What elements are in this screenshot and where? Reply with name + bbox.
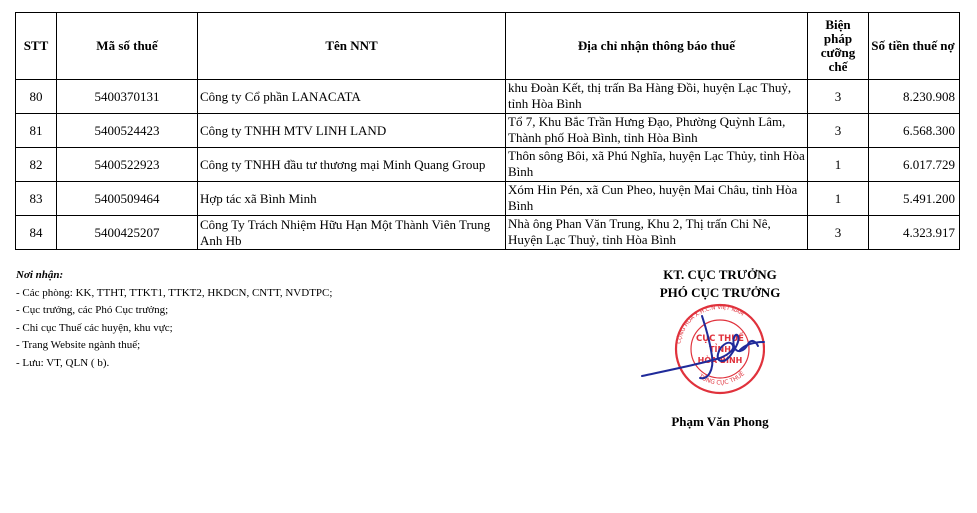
seal-center-line: HÒA BÌNH	[697, 356, 743, 365]
cell-enforcement-measure: 1	[808, 182, 869, 216]
seal-center-line: CỤC THUẾ	[696, 334, 744, 344]
cell-tax-code: 5400509464	[57, 182, 198, 216]
table-row	[16, 80, 960, 114]
table-header-row	[16, 13, 960, 80]
header-tax-code: Mã số thuế	[57, 13, 198, 80]
seal-center-line: TỈNH	[709, 345, 731, 354]
recipient-item: - Chi cục Thuế các huyện, khu vực;	[16, 321, 173, 334]
seal-ring-text: CỘNG HÒA X.H.C.N VIỆT NAM	[676, 304, 745, 345]
cell-enforcement-measure: 3	[808, 80, 869, 114]
header-measure-line: pháp	[823, 31, 853, 46]
cell-taxpayer-name: Công ty TNHH đầu tư thương mại Minh Quang Group	[198, 148, 506, 182]
table-row	[16, 216, 960, 250]
cell-stt: 84	[16, 216, 57, 250]
cell-address: Nhà ông Phan Văn Trung, Khu 2, Thị trấn Chi Nê, Huyện Lạc Thuỷ, tỉnh Hòa Bình	[506, 216, 808, 250]
cell-tax-debt-amount: 4.323.917	[869, 216, 960, 250]
signature-title-line1: KT. CỤC TRƯỞNG	[663, 267, 777, 282]
cell-taxpayer-name: Công ty TNHH MTV LINH LAND	[198, 114, 506, 148]
cell-tax-debt-amount: 6.017.729	[869, 148, 960, 182]
cell-address: khu Đoàn Kết, thị trấn Ba Hàng Đồi, huyện Lạc Thuỷ, tỉnh Hòa Bình	[506, 80, 808, 114]
cell-address: Xóm Hin Pén, xã Cun Pheo, huyện Mai Châu, tỉnh Hòa Bình	[506, 182, 808, 216]
header-measure-line: chế	[828, 59, 848, 74]
cell-enforcement-measure: 1	[808, 148, 869, 182]
cell-stt: 83	[16, 182, 57, 216]
cell-address: Tổ 7, Khu Bắc Trần Hưng Đạo, Phường Quỳnh Lâm, Thành phố Hoà Bình, tỉnh Hòa Bình	[506, 114, 808, 148]
cell-tax-debt-amount: 6.568.300	[869, 114, 960, 148]
cell-tax-debt-amount: 8.230.908	[869, 80, 960, 114]
tax-debt-table	[15, 12, 960, 250]
header-taxpayer-name: Tên NNT	[198, 13, 506, 80]
official-seal-stamp	[640, 298, 765, 398]
recipients-title: Nơi nhận:	[16, 269, 64, 281]
cell-tax-code: 5400522923	[57, 148, 198, 182]
cell-tax-code: 5400370131	[57, 80, 198, 114]
table-row	[16, 114, 960, 148]
cell-address: Thôn sông Bôi, xã Phú Nghĩa, huyện Lạc Thủy, tỉnh Hòa Bình	[506, 148, 808, 182]
recipient-item: - Trang Website ngành thuế;	[16, 339, 141, 351]
recipients-block	[16, 267, 332, 372]
cell-taxpayer-name: Công Ty Trách Nhiệm Hữu Hạn Một Thành Viên Trung Anh Hb	[198, 216, 506, 250]
cell-enforcement-measure: 3	[808, 114, 869, 148]
cell-tax-code: 5400524423	[57, 114, 198, 148]
cell-tax-code: 5400425207	[57, 216, 198, 250]
recipient-item: - Các phòng: KK, TTHT, TTKT1, TTKT2, HKDCN, CNTT, NVDTPC;	[16, 286, 333, 299]
signature-title-line2: PHÓ CỤC TRƯỞNG	[659, 285, 781, 300]
cell-taxpayer-name: Hợp tác xã Bình Minh	[198, 182, 506, 216]
table-row	[16, 148, 960, 182]
signer-name: Phạm Văn Phong	[671, 414, 769, 429]
recipient-item: - Cục trưởng, các Phó Cục trưởng;	[16, 304, 169, 316]
header-stt: STT	[16, 13, 57, 80]
seal-ring-bottom-text: TỔNG CỤC THUẾ	[697, 370, 746, 387]
cell-taxpayer-name: Công ty Cổ phần LANACATA	[198, 80, 506, 114]
cell-stt: 81	[16, 114, 57, 148]
recipient-item: - Lưu: VT, QLN ( b).	[16, 356, 110, 369]
header-address: Địa chỉ nhận thông báo thuế	[506, 13, 808, 80]
header-measure-line: Biện	[825, 17, 851, 32]
cell-stt: 82	[16, 148, 57, 182]
cell-tax-debt-amount: 5.491.200	[869, 182, 960, 216]
table-row	[16, 182, 960, 216]
cell-enforcement-measure: 3	[808, 216, 869, 250]
cell-stt: 80	[16, 80, 57, 114]
header-tax-debt-amount: Số tiền thuế nợ	[869, 13, 960, 80]
header-enforcement-measure	[808, 13, 869, 80]
header-measure-line: cưỡng	[820, 45, 856, 60]
